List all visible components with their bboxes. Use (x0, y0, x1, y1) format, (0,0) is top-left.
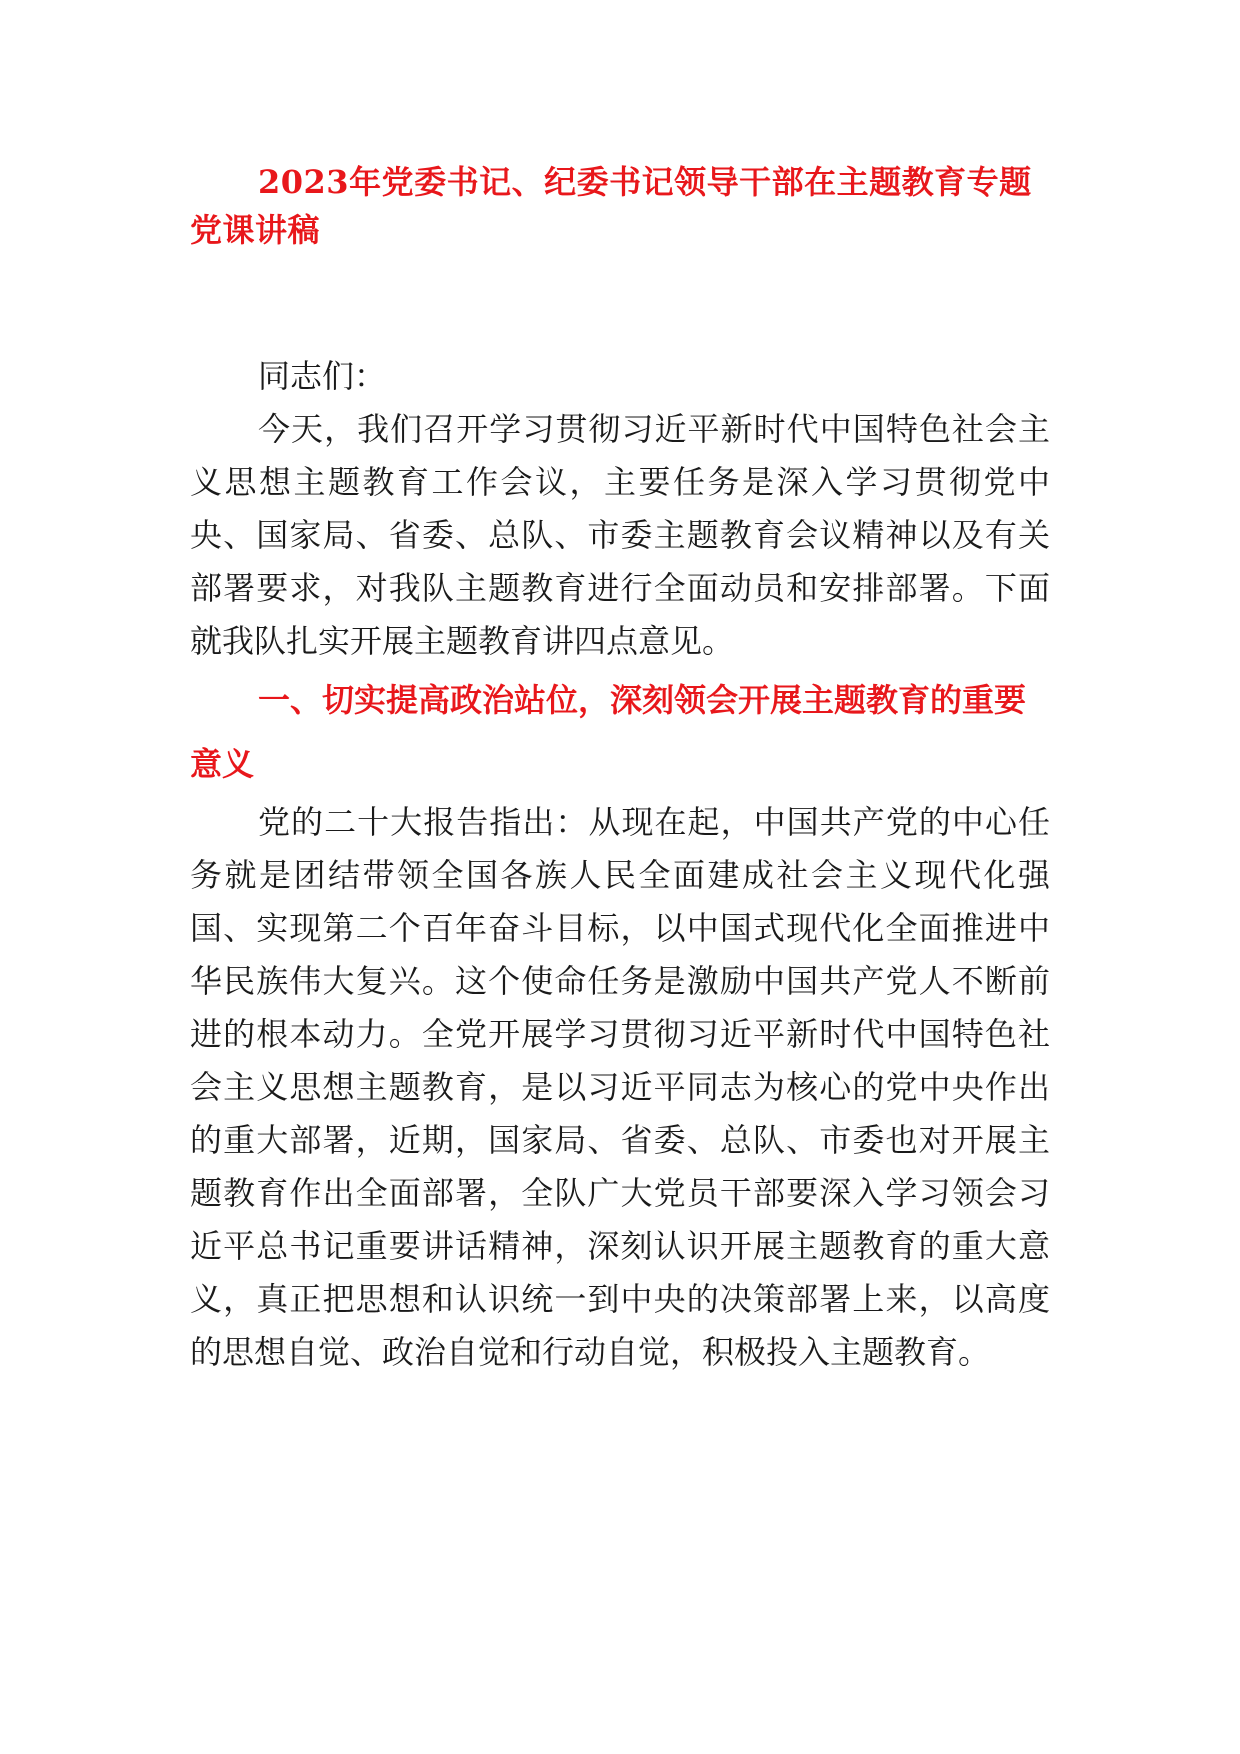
document-title: 2023年党委书记、纪委书记领导干部在主题教育专题党课讲稿 (190, 163, 1032, 249)
greeting: 同志们： (258, 357, 387, 395)
document-body (190, 158, 1050, 1379)
section-1-paragraph: 党的二十大报告指出：从现在起，中国共产党的中心任务就是团结带领全国各族人民全面建成社会主义现代化强国、实现第二个百年奋斗目标，以中国式现代化全面推进中华民族伟大复兴。这个使命任务是激励中国共产党人不断前进的根本动力。全党开展学习贯彻习近平新时代中国特色社会主义思想主题教育，是以习近平同志为核心的党中央作出的重大部署，近期，国家局、省委、总队、市委也对开展主题教育作出全面部署，全队广大党员干部要深入学习领会习近平总书记重要讲话精神，深刻认识开展主题教育的重大意义，真正把思想和认识统一到中央的决策部署上来，以高度的思想自觉、政治自觉和行动自觉，积极投入主题教育。 (190, 803, 1050, 1371)
intro-paragraph: 今天，我们召开学习贯彻习近平新时代中国特色社会主义思想主题教育工作会议，主要任务是深入学习贯彻党中央、国家局、省委、总队、市委主题教育会议精神以及有关部署要求，对我队主题教育进行全面动员和安排部署。下面就我队扎实开展主题教育讲四点意见。 (190, 410, 1050, 660)
section-heading-1: 一、切实提高政治站位，深刻领会开展主题教育的重要意义 (190, 681, 1027, 783)
